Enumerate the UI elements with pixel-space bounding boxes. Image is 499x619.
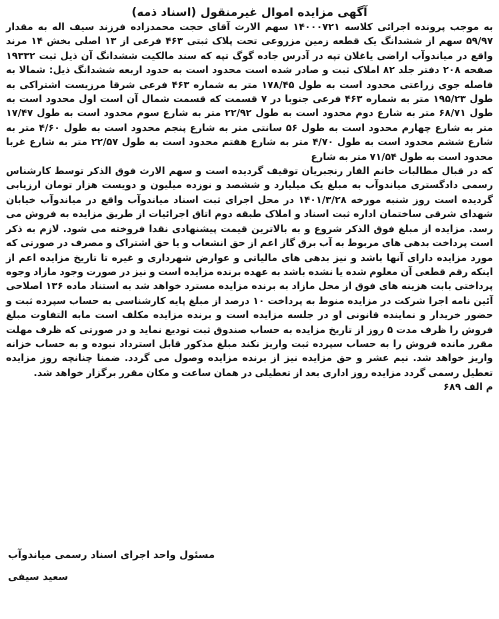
signature-title: مسئول واحد اجرای اسناد رسمی میاندوآب — [8, 550, 215, 561]
notice-title: آگهی مزایده اموال غیرمنقول (اسناد ذمه) — [131, 5, 368, 19]
property-description-paragraph: به موجب پرونده اجرائی کلاسه ۱۴۰۰۰۷۲۱ سهم الارث آقای حجت محمدزاده فرزند سیف اله به مقدار ۵۹/۹۷ سهم از ششدانگ یک قطعه زمین مزروعی تحت پلاک ثبتی ۴۶۳ فرعی از ۱۳ اصلی بخش ۱۴ مرند واقع در میاندوآب اراضی یاغلان تپه در آدرس جاده گوگ تپه که سند مالکیت ششدانگ آن ذیل ثبت ۱۹۳۳۲ صفحه ۲۰۸ دفتر جلد ۸۲ املاک ثبت و صادر شده است محدود است به حدود اربعه ششدانگ ذیل: شمالا به فاصله جوی زراعتی محدود است به طول ۱۷۸/۴۵ متر به شماره ۴۶۳ فرعی شرقا مرزیست اشتراکی به طول ۱۹۵/۲۳ متر به شماره ۴۶۳ فرعی جنوبا در ۷ قسمت که قسمت شمال آن است اول محدود است به طول ۶۸/۷۱ متر به شارع دوم محدود است به طول ۲۲/۹۲ متر به شارع سوم محدود است به طول ۱۷/۴۷ متر به شارع چهارم محدود است به طول ۵۶ سانتی متر به شارع پنجم محدود است به طول ۴/۶۰ متر به شارع ششم محدود است به طول ۴/۷۰ متر به شارع هفتم محدود است به طول ۲۲/۵۷ متر به شارع غربا محدود است به طول ۷۱/۵۴ متر به شارع — [6, 22, 494, 163]
notice-body — [6, 21, 493, 381]
reference-number: م الف ۶۸۹ — [443, 382, 493, 394]
auction-terms-paragraph: که در قبال مطالبات خانم الفار رنجبریان توقیف گردیده است و سهم الارث فوق الذکر توسط کارشناس رسمی دادگستری میاندوآب به مبلغ یک میلیارد و ششصد و نوزده میلیون و دویست هزار تومان ارزیابی گردیده است روز شنبه مورخه ۱۴۰۱/۳/۲۸ در محل اجرای ثبت اسناد میاندوآب واقع در میاندوآب خیابان شهدای شرقی ساختمان اداره ثبت اسناد و املاک طبقه دوم اتاق اجرائیات از طریق مزایده به فروش می رسد. مزایده از مبلغ فوق الذکر شروع و به بالاترین قیمت پیشنهادی نقدا فروخته می شود. لازم به ذکر است پرداخت بدهی های مربوط به آب برق گاز اعم از حق انشعاب و یا حق اشتراک و مصرف در صورتی که مورد مزایده دارای آنها باشد و نیز بدهی های مالیاتی و عوارض شهرداری و غیره تا تاریخ مزایده اعم از اینکه رقم قطعی آن معلوم شده یا نشده باشد به عهده برنده مزایده است و نیز در صورت وجود مازاد وجوه پرداختی بابت هزینه های فوق از محل مازاد به برنده مزایده مسترد خواهد شد به استناد ماده ۱۳۶ اصلاحی آئین نامه اجرا شرکت در مزایده منوط به پرداخت ۱۰ درصد از مبلغ پایه کارشناسی به حساب سپرده ثبت و حضور خریدار و نماینده قانونی او در جلسه مزایده است و برنده مزایده مکلف است مابه التفاوت مبلغ فروش را ظرف مدت ۵ روز از تاریخ مزایده به حساب صندوق ثبت تودیع نماید و در صورتی که ظرف مهلت مقرر مانده فروش را به حساب سپرده ثبت واریز نکند مبلغ مذکور قابل استرداد نبوده و به حساب خزانه واریز خواهد شد. نیم عشر و حق مزایده نیز از برنده مزایده وصول می گردد. ضمنا چنانچه روز مزایده تعطیل رسمی گردد مزایده روز اداری بعد از تعطیلی در همان ساعت و مکان مقرر برگزار خواهد شد. — [6, 166, 493, 379]
signature-block — [8, 545, 215, 589]
signature-name: سعید سیفی — [8, 572, 69, 583]
